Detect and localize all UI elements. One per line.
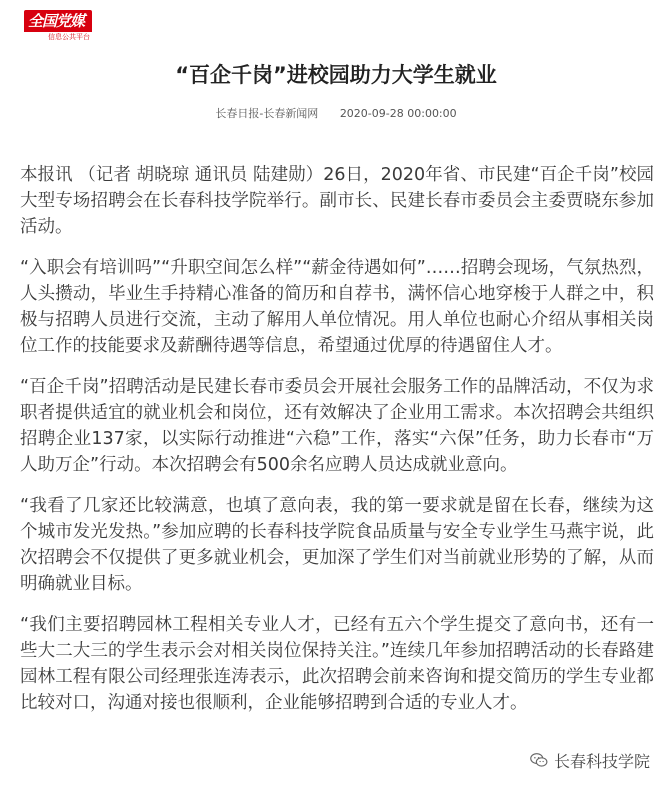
- article-paragraph: 本报讯 （记者 胡晓琼 通讯员 陆建勋）26日，2020年省、市民建“百企千岗”校园大型专场招聘会在长春科技学院举行。副市长、民建长春市委员会主委贾晓东参加活动。: [20, 165, 654, 237]
- article-datetime: 2020-09-28 00:00:00: [339, 107, 457, 120]
- article-source[interactable]: 长春日报-长春新闻网: [215, 107, 319, 120]
- article-meta: [0, 106, 672, 122]
- wechat-icon: [530, 752, 548, 768]
- logo-subtitle: 信息公共平台: [48, 33, 90, 41]
- article-body: [20, 162, 654, 731]
- article-title: “百企千岗”进校园助力大学生就业: [175, 63, 497, 87]
- article-paragraph: “我看了几家还比较满意，也填了意向表，我的第一要求就是留在长春，继续为这个城市发光发热。”参加应聘的长春科技学院食品质量与安全专业学生马燕宇说，此次招聘会不仅提供了更多就业机会，更加深了学生们对当前就业形势的了解，从而明确就业目标。: [20, 496, 654, 594]
- article-paragraph: “我们主要招聘园林工程相关专业人才，已经有五六个学生提交了意向书，还有一些大二大三的学生表示会对相关岗位保持关注。”连续几年参加招聘活动的长春路建园林工程有限公司经理张连涛表示，此次招聘会前来咨询和提交简历的学生专业都比较对口，沟通对接也很顺利，企业能够招聘到合适的专业人才。: [20, 615, 654, 713]
- watermark-text: 长春科技学院: [553, 751, 650, 771]
- article-paragraph: “百企千岗”招聘活动是民建长春市委员会开展社会服务工作的品牌活动，不仅为求职者提供适宜的就业机会和岗位，还有效解决了企业用工需求。本次招聘会共组织招聘企业137家，以实际行动推进“六稳”工作，落实“六保”任务，助力长春市“万人助万企”行动。本次招聘会有500余名应聘人员达成就业意向。: [20, 377, 654, 475]
- site-logo[interactable]: [24, 10, 92, 44]
- article-paragraph: “入职会有培训吗”“升职空间怎么样”“薪金待遇如何”……招聘会现场，气氛热烈，人头攒动，毕业生手持精心准备的简历和自荐书，满怀信心地穿梭于人群之中，积极与招聘人员进行交流，主动了解用人单位情况。用人单位也耐心介绍从事相关岗位工作的技能要求及薪酬待遇等信息，希望通过优厚的待遇留住人才。: [20, 258, 654, 356]
- watermark: [530, 747, 650, 773]
- logo-name: 全国党媒: [24, 10, 92, 32]
